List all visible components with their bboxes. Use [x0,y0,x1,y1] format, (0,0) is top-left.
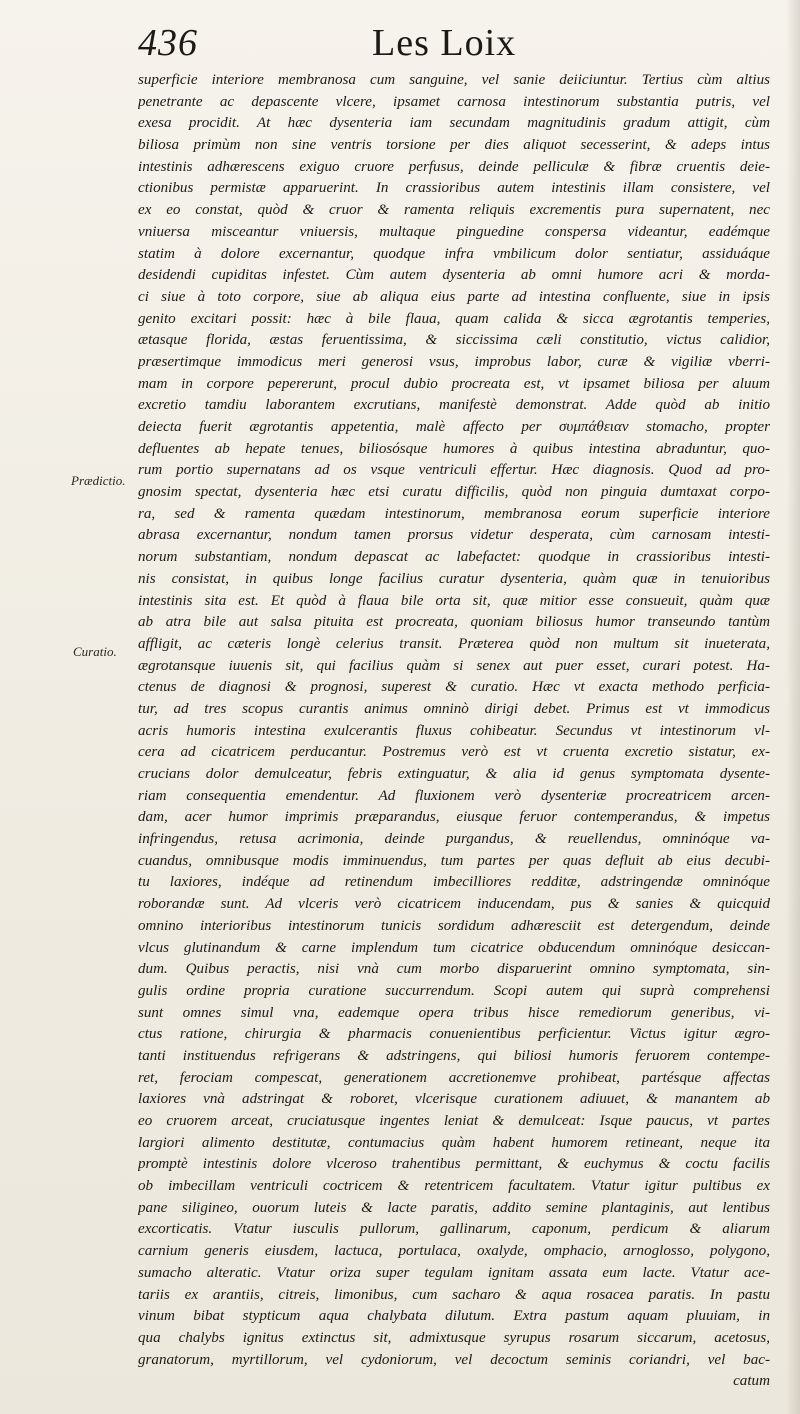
running-title: Les Loix [372,22,517,64]
text-line: omnino interioribus intestinorum tunicis sordidum adhæresciit est detergendum, deinde [138,917,770,934]
text-line: nis consistat, in quibus longe facilius curatur dysenteria, quàm quæ in tenuioribus [138,570,770,587]
body-text [138,70,770,1395]
text-line: genito excitari possit: hæc à bile flaua, quam calida & sicca ægrotantis temperies, [138,310,770,327]
text-line: ctionibus permistæ apparuerint. In crassioribus autem intestinis illam consistere, vel [138,180,770,197]
text-line: sunt omnes simul vna, eademque opera tribus hisce remediorum generibus, vi- [138,1004,770,1021]
text-line: ctus ratione, chirurgia & pharmacis conuenientibus perficientur. Victus igitur ægro- [138,1026,770,1043]
text-line: biliosa primùm non sine ventris torsione per dies aliquot secesserint, & adeps intus [138,137,770,154]
text-line: ab atra bile aut salsa pituita est procreata, quoniam biliosus humor transeundo tantùm [138,614,770,631]
text-line: vniuersa misceantur vniuersis, multaque pinguedine conspersa videantur, eadémque [138,223,770,240]
page-header [0,0,800,70]
text-line: intestinis sita est. Et quòd à flaua bile orta sit, quæ mitior esse consueuit, quàm quæ [138,592,770,609]
text-line: desidendi cupiditas infestet. Cùm autem dysenteria ab omni humore acri & morda- [138,267,770,284]
text-line: defluentes ab hepate tenues, biliosósque humores à quibus intestina abraduntur, quo- [138,440,770,457]
text-line: mam in corpore pepererunt, procul dubio procreata est, vt ipsamet biliosa per aluum [138,375,770,392]
text-line: tanti instituendus refrigerans & adstringens, qui biliosi humoris feruorem contempe- [138,1047,770,1064]
catchword: catum [733,1373,770,1390]
text-line: statim à dolore excernantur, quodque infra vmbilicum dolor sentiatur, assiduáque [138,245,770,262]
text-line: ægrotansque iuuenis sit, qui facilius quàm si senex aut puer esset, curari potest. Ha- [138,657,770,674]
text-line: riam consequentia emendentur. Ad fluxionem verò dysenteriæ procreatricem arcen- [138,787,770,804]
text-line: laxiores vnà adstringat & roboret, vlcerisque curationem adiuuet, & manantem ab [138,1091,770,1108]
text-line: abrasa excernantur, nondum tamen prorsus videtur desperata, cùm carnosam intesti- [138,527,770,544]
text-line: vlcus glutinandum & carne implendum tum cicatrice obducendum omninóque desiccan- [138,939,770,956]
margin-note-curatio: Curatio. [73,644,117,659]
text-line: deiecta fuerit ægrotantis appetentia, malè affecto per συμπάθειαν stomacho, propter [138,419,770,435]
text-line: roborandæ sunt. Ad vlceris verò cicatricem inducendam, pus & sanies & quicquid [138,896,770,913]
text-line: pane siligineo, ouorum luteis & lacte paratis, addito semine plantaginis, aut lentibus [138,1199,770,1216]
text-line: tariis ex arantiis, citreis, limonibus, cum sacharo & aqua rosacea paratis. In pastu [138,1286,770,1303]
text-line: sumacho alteratic. Vtatur oriza super tegulam ignitam assata eum lacte. Vtatur ace- [138,1264,770,1281]
text-line: norum substantiam, nondum depascat ac labefactet: quodque in crassioribus intesti- [138,549,770,566]
text-line: ci siue à toto corpore, siue ab aliqua eius parte ad intestina confluente, siue in ipsis [138,288,770,305]
text-line: largiori alimento destitutæ, contumacius quàm habent humorem retineant, neque ita [138,1134,770,1151]
text-line: superficie interiore membranosa cum sanguine, vel sanie deiiciuntur. Tertius cùm altius [138,72,770,88]
page-number: 436 [138,22,198,64]
text-line: ret, ferociam compescat, generationem accretionemve prohibeat, partésque affectas [138,1069,770,1086]
text-line: promptè intestinis dolore vlceroso trahentibus permittant, & euchymus & coctu facilis [138,1156,770,1173]
text-line: vinum bibat stypticum aqua chalybata dilutum. Extra pastum aquam pluuiam, in [138,1308,770,1325]
text-line: qua chalybs ignitus extinctus sit, admixtusque syrupus rosarum siccarum, acetosus, [138,1329,770,1346]
text-line: infringendus, retusa acrimonia, deinde purgandus, & reuellendus, omninóque va- [138,831,770,848]
text-line: carnium generis eiusdem, lactuca, portulaca, oxalyde, omphacio, arnoglosso, polygono, [138,1243,770,1260]
text-line: ctenus de diagnosi & prognosi, superest & curatio. Hæc vt exacta methodo perficia- [138,679,770,696]
text-line: penetrante ac depascente vlcere, ipsamet carnosa intestinorum substantia putris, vel [138,93,770,110]
text-line: dam, acer humor imprimis præparandus, eiusque feruor contemperandus, & impetus [138,809,770,826]
text-line: crucians dolor demulceatur, febris extinguatur, & alia id genus symptomata dysente- [138,766,770,782]
text-line: dum. Quibus peractis, nisi vnà cum morbo disparuerint omnino symptomata, sin- [138,961,770,978]
text-line: granatorum, myrtillorum, vel cydoniorum, vel decoctum seminis coriandri, vel bac- [138,1351,770,1368]
text-line: tur, ad tres scopus curantis animus omninò dirigi debet. Primus est vt immodicus [138,700,770,717]
text-line: excretio tamdiu laborantem excrutians, manifestè demonstrat. Adde quòd ab initio [138,397,770,414]
text-line: ætasque florida, æstas feruentissima, & siccissima cæli constitutio, victus calidior, [138,332,770,349]
text-line: eo cruorem arceat, cruciatusque ingentes leniat & demulceat: Isque paucus, vt partes [138,1113,770,1129]
text-line: intestinis adhærescens exiguo cruore perfusus, deinde pelliculæ & fibræ cruentis deie- [138,158,770,175]
text-line: cuandus, omnibusque modis imminuendus, tum partes per quas defluit ab eius decubi- [138,852,770,869]
text-line: præsertimque immodicus meri generosi vsus, improbus labor, curæ & vigiliæ vberri- [138,353,770,370]
text-line: gnosim spectat, dysenteria hæc etsi curatu difficilis, quòd non pinguia dumtaxat corpo- [138,484,770,501]
margin-note-praedictio: Prædictio. [71,473,126,488]
text-line: acris humoris intestina exulcerantis fluxus cohibeatur. Secundus vt intestinorum vl- [138,722,770,739]
text-line: exesa procidit. At hæc dysenteria iam secundam magnitudinis gradum attigit, cùm [138,115,770,132]
text-line: ra, sed & ramenta quædam intestinorum, membranosa eorum superficie interiore [138,505,770,522]
text-line: affligit, ac cæteris longè celerius transit. Præterea quòd non multum sit inueterata, [138,635,770,652]
text-line: ob imbecillam ventriculi coctricem & retentricem facultatem. Vtatur igitur pultibus ex [138,1178,770,1195]
text-line: tu laxiores, indéque ad retinendum imbecilliores redditæ, adstringendæ omninóque [138,874,770,891]
text-line: gulis ordine propria curatione succurrendum. Scopi autem qui suprà comprehensi [138,982,770,999]
text-line: ex eo constat, quòd & cruor & ramenta reliquis excrementis pura supernatent, nec [138,202,770,219]
text-line: cera ad cicatricem perducantur. Postremus verò est vt cruenta excretio sistatur, ex- [138,744,770,761]
text-line: rum portio supernatans ad os vsque ventriculi effertur. Hæc diagnosis. Quod ad pro- [138,462,770,479]
text-line: excorticatis. Vtatur iusculis pullorum, gallinarum, caponum, perdicum & aliarum [138,1221,770,1238]
